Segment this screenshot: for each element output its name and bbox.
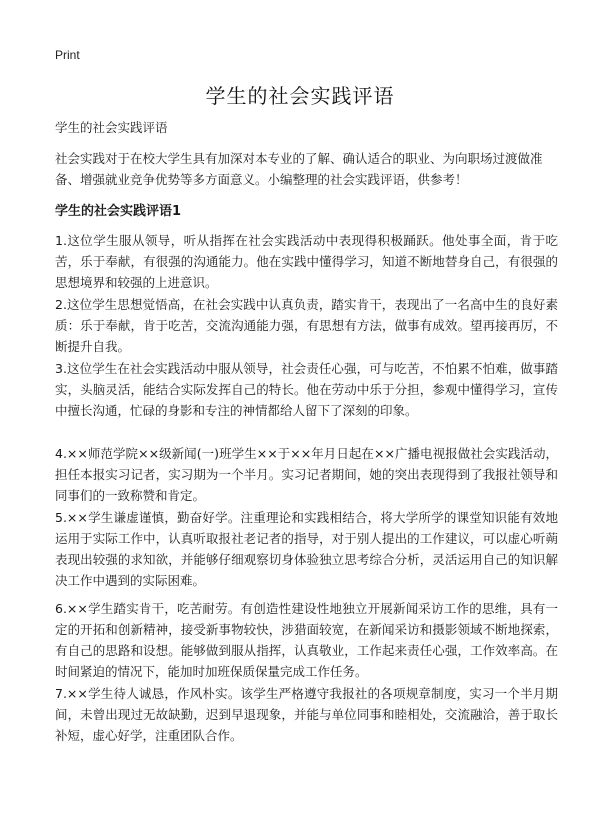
comment-paragraph-3: 3.这位学生在社会实践活动中服从领导，社会责任心强，可与吃苦，不怕累不怕难，做事踏实，头脑灵活，能结合实际发挥自己的特长。他在劳动中乐于分担，参观中懂得学习，宣传中擅长沟通，忙碌的身影和专注的神情都给人留下了深刻的印象。 (55, 361, 558, 418)
page-title: 学生的社会实践评语 (205, 84, 395, 108)
comment-paragraph-2: 2.这位学生思想觉悟高，在社会实践中认真负责，踏实肯干，表现出了一名高中生的良好素质：乐于奉献，肯于吃苦，交流沟通能力强，有思想有方法，做事有成效。望再接再厉，不断提升自我。 (55, 297, 558, 354)
comment-paragraph-6: 6.××学生踏实肯干，吃苦耐劳。有创造性建设性地独立开展新闻采访工作的思维，具有一定的开拓和创新精神，接受新事物较快，涉猎面较宽，在新闻采访和摄影领域不断地探索，有自己的思路和设想。能够做到服从指挥，认真敬业，工作起来责任心强，工作效率高。在时间紧迫的情况下，能加时加班保质保量完成工作任务。 (55, 601, 558, 679)
comment-paragraph-5: 5.××学生谦虚谨慎，勤奋好学。注重理论和实践相结合，将大学所学的课堂知识能有效地运用于实际工作中，认真听取报社老记者的指导，对于别人提出的工作建议，可以虚心听蒴表现出较强的求知欲，并能够仔细观察切身体验独立思考综合分析，灵活运用自己的知识解决工作中遇到的实际困难。 (55, 510, 558, 588)
comment-paragraph-7: 7.××学生待人诚恳，作风朴实。该学生严格遵守我报社的各项规章制度，实习一个半月期间，未曾出现过无故缺勤，迟到早退现象，并能与单位同事和睦相处，交流融洽，善于取长补短，虚心好学，注重团队合作。 (55, 686, 558, 743)
intro-paragraph: 社会实践对于在校大学生具有加深对本专业的了解、确认适合的职业、为向职场过渡做准备、增强就业竞争优势等多方面意义。小编整理的社会实践评语，供参考！ (55, 151, 543, 187)
comment-paragraph-1: 1.这位学生服从领导，听从指挥在社会实践活动中表现得积极踊跃。他处事全面，肯于吃苦，乐于奉献，有很强的沟通能力。他在实践中懂得学习，知道不断地替身自己，有很强的思想境界和较强的上进意识。 (55, 233, 558, 290)
print-link[interactable]: Print (55, 48, 80, 62)
section-heading: 学生的社会实践评语1 (55, 204, 182, 219)
document-subtitle: 学生的社会实践评语 (55, 120, 168, 135)
comment-paragraph-4: 4.××师范学院××级新闻(一)班学生××于××年月日起在××广播电视报做社会实践活动，担任本报实习记者，实习期为一个半月。实习记者期间，她的突出表现得到了我报社领导和同事们的一致称赞和肯定。 (55, 446, 558, 503)
